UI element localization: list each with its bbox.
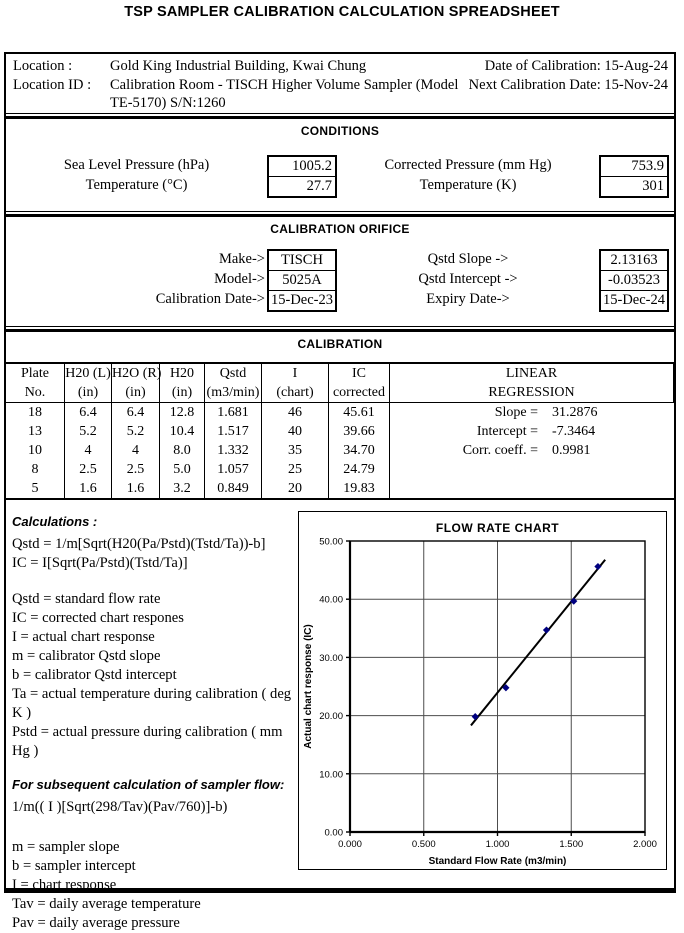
- table-cell[interactable]: 2.5: [112, 460, 160, 479]
- model-label: Model->: [214, 270, 265, 287]
- temperature-c-label: Temperature (°C): [85, 176, 188, 193]
- table-cell[interactable]: 45.61: [329, 403, 390, 422]
- make-label: Make->: [218, 250, 265, 267]
- qstd-intercept-value[interactable]: -0.03523: [601, 271, 667, 291]
- y-tick-label: 10.00: [319, 768, 343, 780]
- table-cell[interactable]: 0.849: [205, 479, 262, 498]
- table-cell[interactable]: 8: [6, 460, 65, 479]
- table-cell[interactable]: 5.0: [160, 460, 205, 479]
- location-id-label: Location ID :: [13, 76, 92, 93]
- definition-line: I = actual chart response: [12, 628, 155, 645]
- calculations-heading: Calculations :: [12, 513, 98, 529]
- conditions-fields: [6, 155, 674, 198]
- subsequent-definitions: [12, 838, 294, 933]
- conditions-heading: CONDITIONS: [300, 123, 380, 138]
- date-of-calibration: Date of Calibration: 15-Aug-24: [484, 58, 668, 74]
- info-section: [6, 54, 674, 113]
- expiry-date-label: Expiry Date->: [426, 290, 510, 307]
- qstd-slope-value[interactable]: 2.13163: [601, 251, 667, 271]
- table-cell[interactable]: 1.332: [205, 441, 262, 460]
- table-cell[interactable]: 18: [6, 403, 65, 422]
- model-value[interactable]: 5025A: [269, 271, 335, 291]
- qstd-slope-label: Qstd Slope ->: [427, 250, 509, 267]
- col-header-h2o: H20 (in): [160, 364, 205, 403]
- table-cell[interactable]: 10: [6, 441, 65, 460]
- x-tick-label: 2.000: [633, 838, 657, 850]
- data-point: [472, 712, 479, 719]
- table-cell[interactable]: 1.681: [205, 403, 262, 422]
- table-cell[interactable]: 1.517: [205, 422, 262, 441]
- chart-title: FLOW RATE CHART: [435, 520, 560, 535]
- calibration-date-label: Calibration Date->: [155, 290, 265, 307]
- location-id-value-line1[interactable]: Calibration Room - TISCH Higher Volume Sampler (Model: [110, 76, 459, 93]
- table-cell[interactable]: 4: [65, 441, 112, 460]
- table-cell[interactable]: 40: [262, 422, 329, 441]
- y-axis-label: Actual chart response (IC): [303, 623, 314, 749]
- definition-line: IC = corrected chart respones: [12, 609, 184, 626]
- y-tick-label: 20.00: [319, 710, 343, 722]
- definition-line: Ta = actual temperature during calibration ( deg K ): [12, 685, 292, 721]
- document-frame: [4, 52, 676, 931]
- table-cell[interactable]: 1.6: [112, 479, 160, 498]
- orifice-fields: [6, 249, 674, 312]
- regression-slope: Slope = 31.2876: [494, 404, 598, 420]
- sea-level-pressure-label: Sea Level Pressure (hPa): [63, 156, 210, 173]
- flow-rate-chart: [299, 512, 666, 869]
- y-tick-label: 40.00: [319, 594, 343, 606]
- calibration-table: [6, 362, 674, 500]
- table-cell[interactable]: 46: [262, 403, 329, 422]
- next-calibration-date: Next Calibration Date: 15-Nov-24: [468, 76, 668, 93]
- x-tick-label: 0.500: [411, 838, 436, 850]
- col-header-qstd: Qstd (m3/min): [205, 364, 262, 403]
- y-tick-label: 30.00: [319, 652, 343, 664]
- regression-intercept: Intercept = -7.3464: [476, 423, 596, 439]
- definition-line: b = calibrator Qstd intercept: [12, 666, 177, 683]
- calibration-date-value[interactable]: 15-Dec-23: [270, 291, 333, 308]
- definition-line: Pstd = actual pressure during calibration ( mm Hg ): [12, 723, 283, 759]
- definition-line: b = sampler intercept: [12, 857, 136, 874]
- table-cell[interactable]: 25: [262, 460, 329, 479]
- expiry-date-value[interactable]: 15-Dec-24: [602, 291, 665, 308]
- definition-line: Qstd = standard flow rate: [12, 590, 161, 607]
- corrected-pressure-label: Corrected Pressure (mm Hg): [384, 156, 552, 173]
- location-value[interactable]: Gold King Industrial Building, Kwai Chung: [110, 58, 367, 74]
- table-cell[interactable]: 1.057: [205, 460, 262, 479]
- definition-line: Tav = daily average temperature: [12, 895, 201, 912]
- table-cell[interactable]: 35: [262, 441, 329, 460]
- regression-results: [390, 403, 674, 498]
- calibration-orifice-heading: CALIBRATION ORIFICE: [270, 221, 410, 236]
- conditions-right-values: [599, 155, 669, 198]
- table-cell[interactable]: 19.83: [329, 479, 390, 498]
- location-id-value-line2[interactable]: TE-5170) S/N:1260: [110, 95, 226, 111]
- flow-rate-chart-box: [298, 511, 667, 870]
- definition-line: m = calibrator Qstd slope: [12, 647, 161, 664]
- col-header-h2o-l: H20 (L) (in): [65, 364, 112, 403]
- bottom-section: [6, 500, 674, 931]
- table-cell[interactable]: 10.4: [160, 422, 205, 441]
- table-cell[interactable]: 13: [6, 422, 65, 441]
- formula-qstd: Qstd = 1/m[Sqrt(H20(Pa/Pstd)(Tstd/Ta))-b]: [12, 535, 266, 552]
- definition-line: I = chart response: [12, 876, 117, 893]
- table-cell[interactable]: 6.4: [112, 403, 160, 422]
- sea-level-pressure-value[interactable]: 1005.2: [269, 157, 335, 177]
- table-cell[interactable]: 3.2: [160, 479, 205, 498]
- temperature-k-label: Temperature (K): [419, 176, 517, 193]
- x-axis-label: Standard Flow Rate (m3/min): [428, 855, 567, 867]
- calibration-heading: CALIBRATION: [297, 336, 383, 351]
- y-tick-label: 50.00: [319, 536, 343, 547]
- spacer: [469, 94, 668, 113]
- make-value[interactable]: TISCH: [269, 251, 335, 271]
- y-tick-label: 0.00: [324, 827, 343, 838]
- calculations-panel: [12, 512, 294, 933]
- table-cell[interactable]: 6.4: [65, 403, 112, 422]
- x-tick-label: 1.500: [559, 838, 584, 850]
- subsequent-heading: For subsequent calculation of sampler flow:: [12, 776, 285, 792]
- temperature-c-value[interactable]: 27.7: [306, 177, 332, 194]
- col-header-ic-corrected: IC corrected: [329, 364, 390, 403]
- table-cell[interactable]: 8.0: [160, 441, 205, 460]
- spacer: [13, 94, 110, 113]
- conditions-left-values: [267, 155, 337, 198]
- temperature-k-value[interactable]: 301: [642, 177, 664, 194]
- table-cell[interactable]: 39.66: [329, 422, 390, 441]
- table-cell[interactable]: 5.2: [112, 422, 160, 441]
- col-header-linear-regression: LINEAR REGRESSION: [390, 364, 674, 403]
- definition-line: Pav = daily average pressure: [12, 914, 180, 931]
- orifice-left-values: [267, 249, 337, 312]
- location-label: Location :: [13, 58, 73, 74]
- table-cell[interactable]: 2.5: [65, 460, 112, 479]
- table-cell[interactable]: 12.8: [160, 403, 205, 422]
- x-tick-label: 1.000: [485, 838, 510, 850]
- col-header-i-chart: I (chart): [262, 364, 329, 403]
- subsequent-formula: 1/m(( I )[Sqrt(298/Tav)(Pav/760)]-b): [12, 798, 228, 815]
- x-tick-label: 0.000: [338, 838, 362, 850]
- corrected-pressure-value[interactable]: 753.9: [601, 157, 667, 177]
- orifice-right-values: [599, 249, 669, 312]
- table-cell[interactable]: 34.70: [329, 441, 390, 460]
- page-title: TSP SAMPLER CALIBRATION CALCULATION SPREADSHEET: [124, 4, 560, 20]
- qstd-intercept-label: Qstd Intercept ->: [418, 270, 518, 287]
- table-cell[interactable]: 5.2: [65, 422, 112, 441]
- table-cell[interactable]: 1.6: [65, 479, 112, 498]
- formula-ic: IC = I[Sqrt(Pa/Pstd)(Tstd/Ta)]: [12, 554, 188, 571]
- table-cell[interactable]: 20: [262, 479, 329, 498]
- calc-definitions: [12, 590, 294, 761]
- table-cell[interactable]: 24.79: [329, 460, 390, 479]
- definition-line: m = sampler slope: [12, 838, 120, 855]
- col-header-h2o-r: H2O (R) (in): [112, 364, 160, 403]
- table-cell[interactable]: 4: [112, 441, 160, 460]
- regression-corr-coeff: Corr. coeff. = 0.9981: [462, 442, 591, 458]
- table-cell[interactable]: 5: [6, 479, 65, 498]
- trendline: [471, 559, 605, 725]
- col-header-plate: Plate No.: [6, 364, 65, 403]
